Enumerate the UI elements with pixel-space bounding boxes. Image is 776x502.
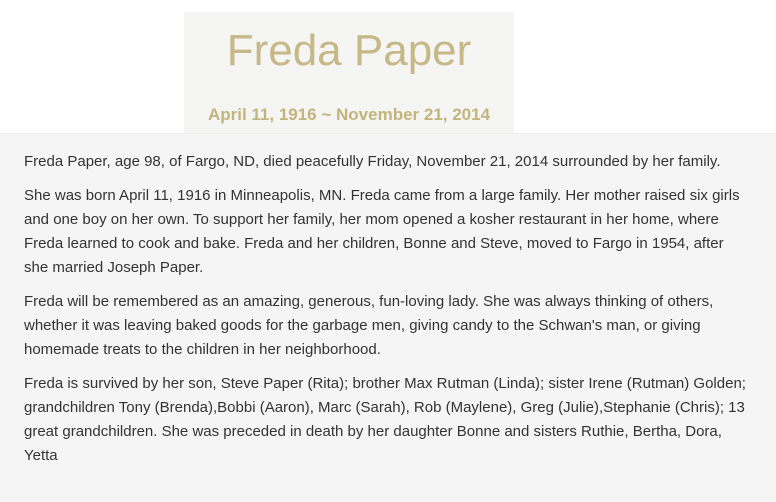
obituary-text [0,133,776,502]
life-dates: April 11, 1916 ~ November 21, 2014 [207,105,491,124]
deceased-name: Freda Paper [226,26,472,75]
obituary-paragraph: Freda Paper, age 98, of Fargo, ND, died peacefully Friday, November 21, 2014 surrounded by her family. [24,153,721,170]
obituary-header [184,12,514,133]
obituary-paragraph: Freda is survived by her son, Steve Paper (Rita); brother Max Rutman (Linda); sister Irene (Rutman) Golden; grandchildren Tony (Brenda),Bobbi (Aaron), Marc (Sarah), Rob (Maylene), Greg (Julie),Stephanie (Chris); 13 great grandchildren. She was preceded in death by her daughter Bonne and sisters Ruthie, Bertha, Dora, Yetta [24,375,746,464]
obituary-paragraph: Freda will be remembered as an amazing, generous, fun-loving lady. She was always thinking of others, whether it was leaving baked goods for the garbage men, giving candy to the Schwan's man, or giving homemade treats to the children in her neighborhood. [24,293,714,358]
obituary-paragraph: She was born April 11, 1916 in Minneapolis, MN. Freda came from a large family. Her mother raised six girls and one boy on her own. To support her family, her mom opened a kosher restaurant in her home, where Freda learned to cook and bake. Freda and her children, Bonne and Steve, moved to Fargo in 1954, after she married Joseph Paper. [24,187,740,276]
